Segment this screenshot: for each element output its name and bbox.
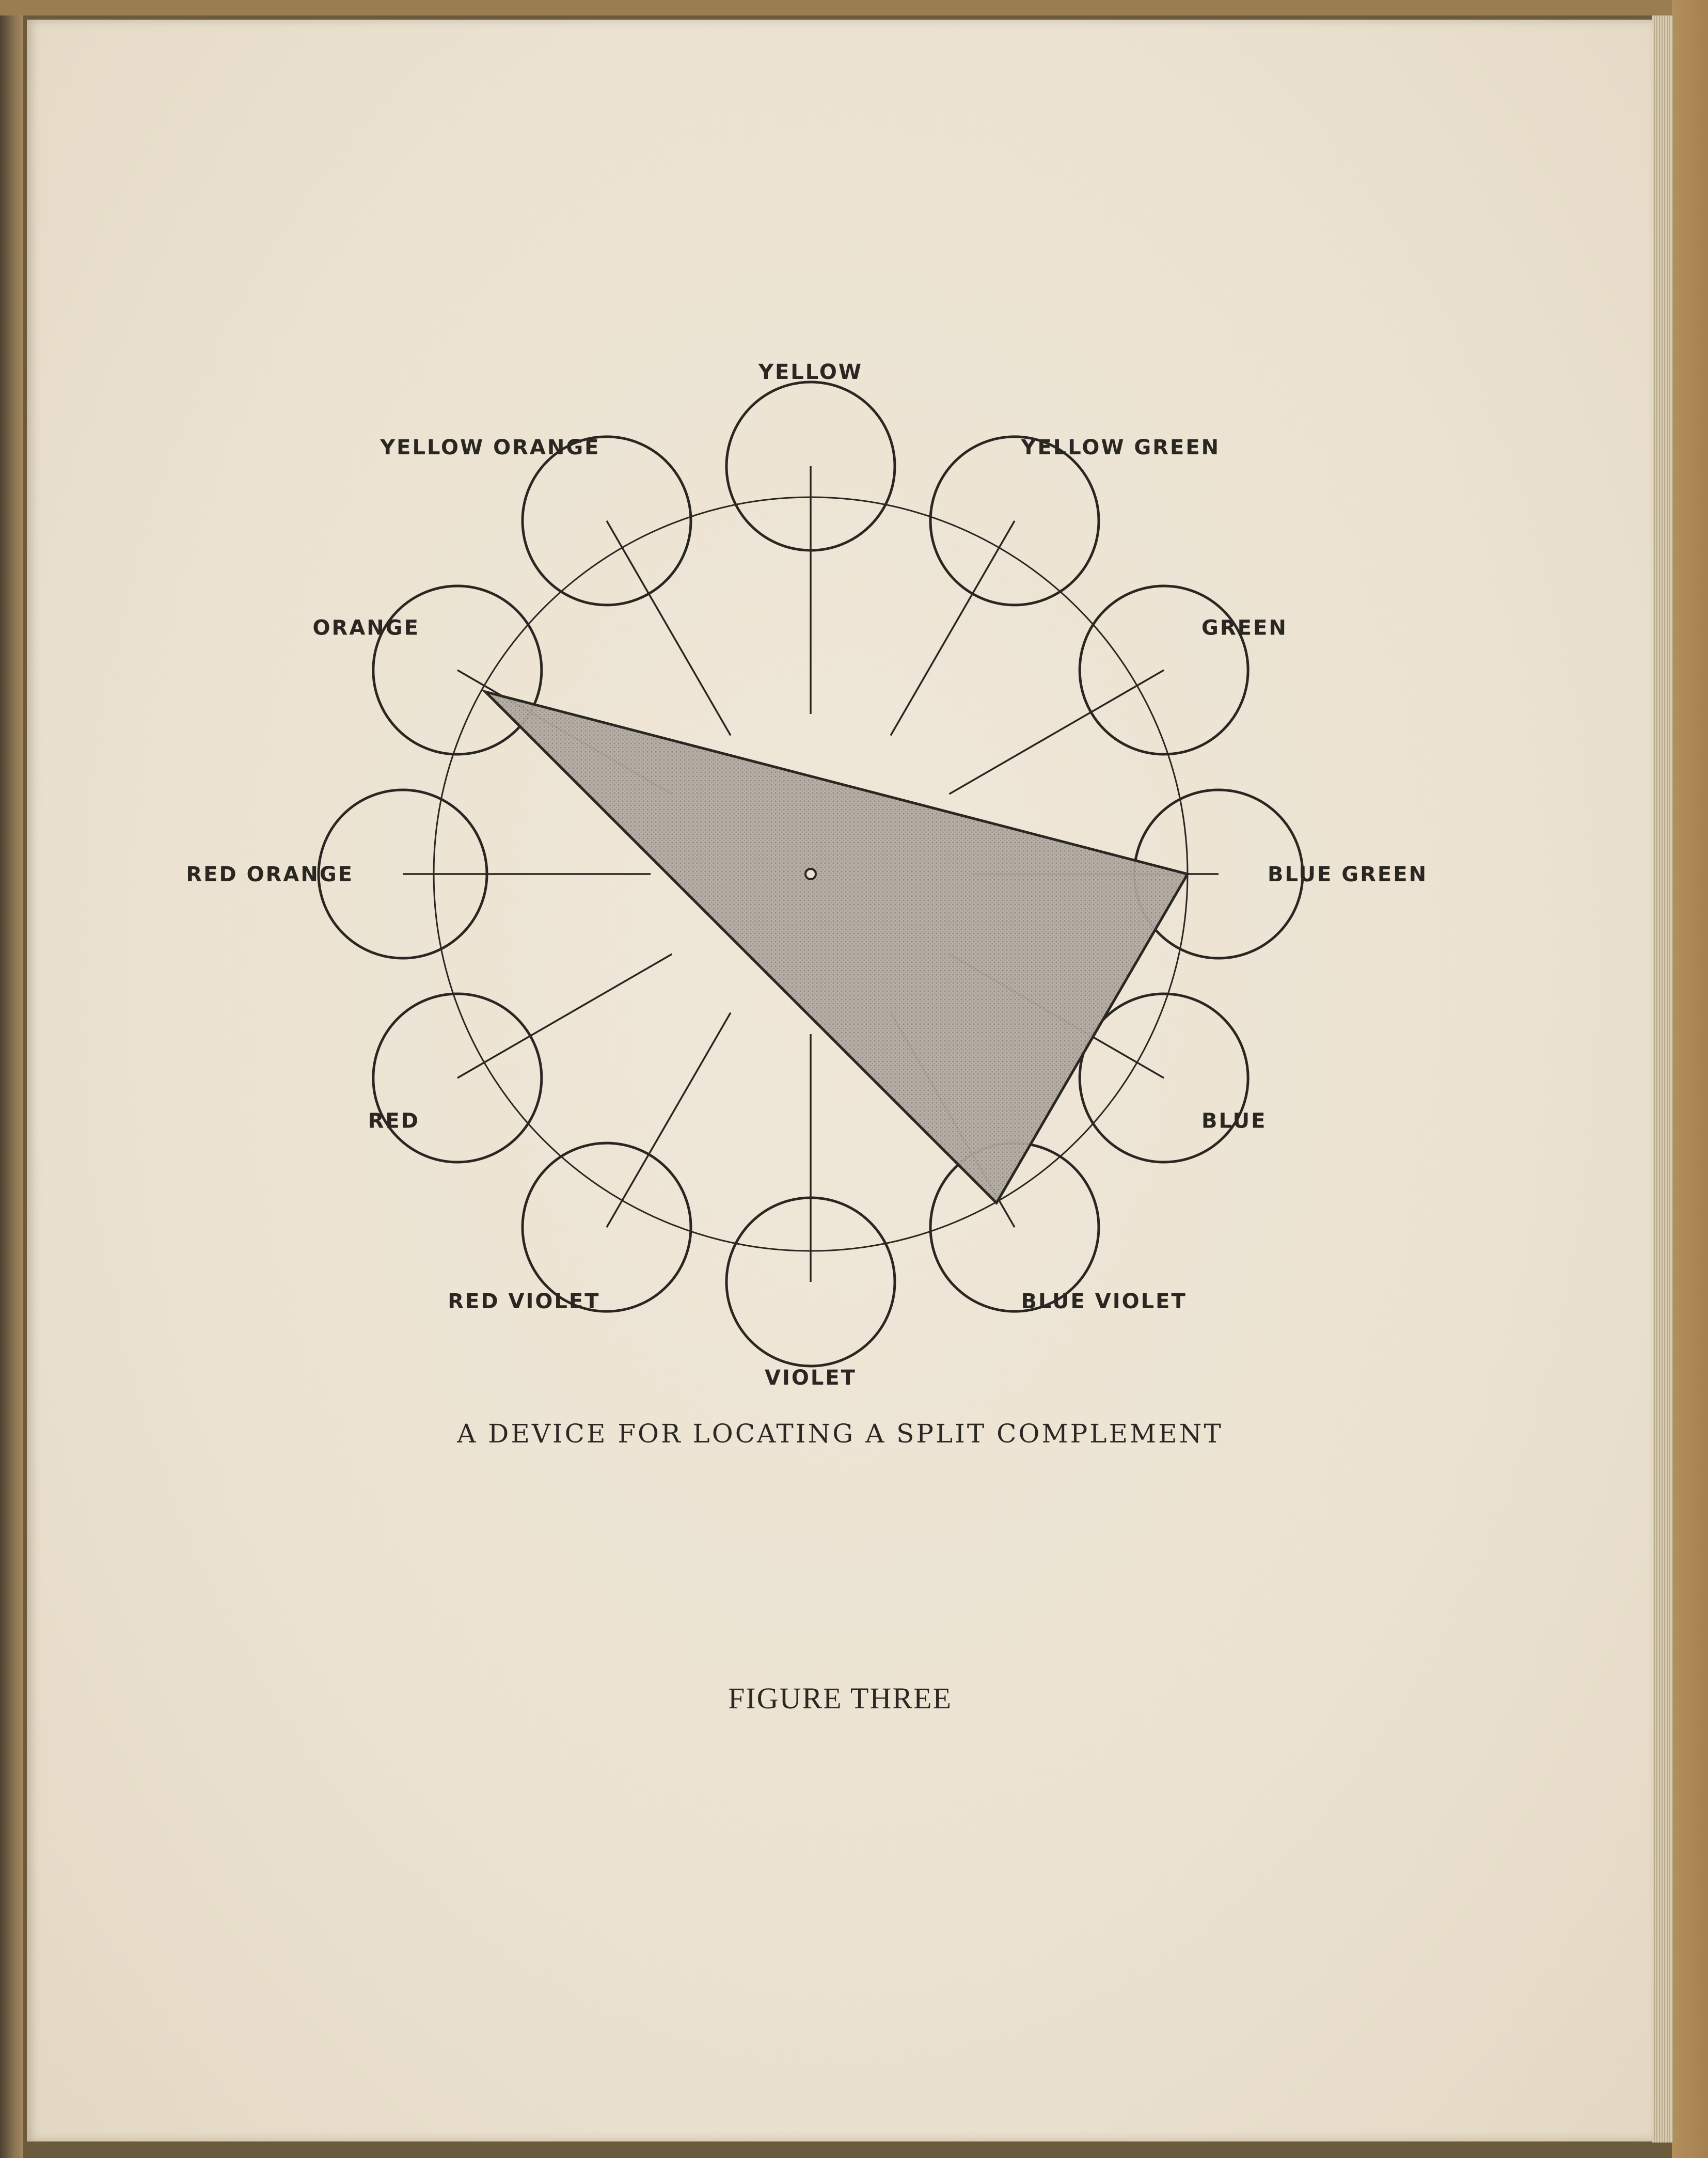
hue-label-violet: VIOLET: [765, 1366, 857, 1390]
hue-label-yellow-green: YELLOW GREEN: [1021, 435, 1221, 459]
book-page: [27, 20, 1653, 2141]
hue-label-yellow: YELLOW: [758, 360, 863, 384]
hue-label-yellow-orange: YELLOW ORANGE: [380, 435, 600, 459]
hue-circle-red: [373, 994, 542, 1162]
hue-circle-yellow-green: [930, 437, 1099, 605]
split-complement-diagram: [27, 20, 1653, 1414]
hue-circle-yellow-orange: [523, 437, 691, 605]
split-complement-triangle: [485, 692, 1188, 1203]
spoke-green: [949, 670, 1164, 794]
spoke-red: [457, 954, 672, 1078]
hue-label-red: RED: [368, 1109, 420, 1133]
color-wheel: [186, 360, 1428, 1390]
hue-label-orange: ORANGE: [312, 616, 420, 640]
book-cover-left-edge: [0, 0, 23, 2158]
diagram-caption: A DEVICE FOR LOCATING A SPLIT COMPLEMENT: [457, 1419, 1223, 1449]
spoke-red-violet: [607, 1012, 731, 1227]
book-cover-right-edge: [1672, 0, 1708, 2158]
hue-label-green: GREEN: [1201, 616, 1288, 640]
spoke-yellow-orange: [607, 521, 731, 736]
hue-circle-orange: [373, 586, 542, 754]
hue-label-blue: BLUE: [1201, 1109, 1267, 1133]
hue-label-red-orange: RED ORANGE: [186, 863, 354, 886]
hue-label-red-violet: RED VIOLET: [448, 1290, 600, 1314]
page-stack-edges: [1652, 15, 1673, 2143]
spoke-yellow-green: [891, 521, 1015, 736]
hue-label-blue-green: BLUE GREEN: [1268, 863, 1428, 886]
hue-label-blue-violet: BLUE VIOLET: [1021, 1290, 1187, 1314]
pivot-pin: [805, 869, 816, 879]
book-cover-top-edge: [0, 0, 1708, 15]
figure-title: FIGURE THREE: [728, 1681, 952, 1715]
